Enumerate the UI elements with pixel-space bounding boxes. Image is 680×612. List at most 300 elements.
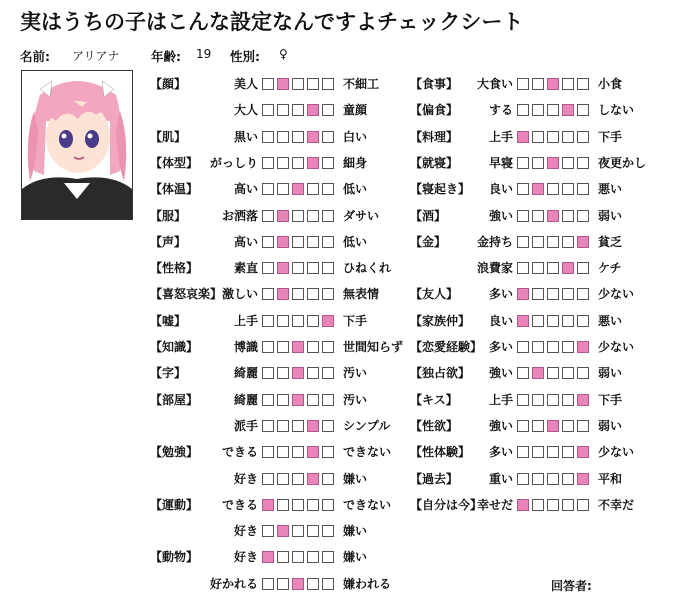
rating-box[interactable]: [322, 236, 334, 248]
right-trait-label: 弱い: [598, 366, 623, 381]
rating-box[interactable]: [262, 262, 274, 274]
rating-box[interactable]: [307, 551, 319, 563]
rating-box[interactable]: [322, 131, 334, 143]
rating-box[interactable]: [517, 473, 529, 485]
right-trait-label: ケチ: [598, 261, 622, 276]
rating-box[interactable]: [322, 499, 334, 511]
rating-box[interactable]: [547, 131, 559, 143]
rating-box[interactable]: [277, 446, 289, 458]
category-label: 【服】: [150, 208, 187, 223]
rating-box-selected[interactable]: [292, 394, 304, 406]
rating-box-selected[interactable]: [517, 499, 529, 511]
rating-box-selected[interactable]: [517, 288, 529, 300]
rating-box[interactable]: [562, 315, 574, 327]
right-trait-label: 細身: [343, 155, 368, 170]
left-trait-label: 金持ち: [476, 234, 513, 249]
category-label: 【就寝】: [410, 155, 459, 170]
rating-box-selected[interactable]: [322, 315, 334, 327]
category-label: 【性格】: [150, 261, 199, 276]
rating-box[interactable]: [322, 210, 334, 222]
rating-box[interactable]: [277, 394, 289, 406]
rating-box[interactable]: [277, 341, 289, 353]
right-trait-label: ダサい: [343, 208, 380, 223]
category-label: 【自分は今】: [410, 497, 483, 512]
rating-box[interactable]: [577, 131, 589, 143]
category-label: 【嘘】: [150, 313, 187, 328]
right-trait-label: しない: [598, 103, 635, 118]
rating-box[interactable]: [517, 446, 529, 458]
rating-box[interactable]: [577, 262, 589, 274]
right-trait-label: 低い: [343, 182, 368, 197]
rating-box[interactable]: [517, 341, 529, 353]
rating-box[interactable]: [292, 157, 304, 169]
rating-box[interactable]: [322, 288, 334, 300]
rating-box[interactable]: [307, 78, 319, 90]
anime-girl-portrait-icon: [22, 71, 132, 219]
right-trait-label: 弱い: [598, 208, 623, 223]
rating-box[interactable]: [322, 473, 334, 485]
rating-box[interactable]: [547, 315, 559, 327]
rating-box[interactable]: [322, 104, 334, 116]
rating-box[interactable]: [292, 104, 304, 116]
left-trait-label: 好き: [233, 524, 258, 539]
rating-box-selected[interactable]: [307, 420, 319, 432]
left-trait-label: 多い: [488, 287, 513, 302]
rating-box-selected[interactable]: [577, 236, 589, 248]
rating-box-selected[interactable]: [577, 341, 589, 353]
rating-box[interactable]: [307, 499, 319, 511]
rating-box[interactable]: [277, 499, 289, 511]
left-trait-label: 黒い: [233, 129, 258, 144]
rating-box[interactable]: [277, 183, 289, 195]
category-label: 【部屋】: [150, 392, 199, 407]
right-trait-label: シンプル: [343, 418, 391, 433]
rating-box[interactable]: [517, 210, 529, 222]
rating-box[interactable]: [547, 183, 559, 195]
rating-box[interactable]: [307, 262, 319, 274]
left-trait-label: 浪費家: [476, 261, 513, 276]
rating-box-selected[interactable]: [262, 499, 274, 511]
category-label: 【字】: [150, 366, 187, 381]
rating-box[interactable]: [322, 420, 334, 432]
rating-box-selected[interactable]: [517, 131, 529, 143]
rating-box[interactable]: [307, 315, 319, 327]
left-trait-label: がっしり: [209, 155, 258, 170]
rating-box-selected[interactable]: [307, 131, 319, 143]
left-trait-label: 激しい: [221, 287, 258, 302]
page-title: 実はうちの子はこんな設定なんですよチェックシート: [20, 10, 524, 34]
left-trait-label: できる: [221, 445, 258, 460]
category-label: 【家族仲】: [410, 313, 471, 328]
right-trait-label: 少ない: [598, 445, 635, 460]
rating-box[interactable]: [532, 78, 544, 90]
category-label: 【動物】: [150, 550, 199, 565]
left-trait-label: 強い: [488, 418, 513, 433]
rating-box-selected[interactable]: [277, 262, 289, 274]
respondent-label: 回答者:: [551, 579, 592, 593]
rating-box[interactable]: [307, 394, 319, 406]
rating-box[interactable]: [577, 78, 589, 90]
rating-box[interactable]: [262, 341, 274, 353]
rating-box[interactable]: [322, 525, 334, 537]
rating-box-selected[interactable]: [307, 473, 319, 485]
rating-box[interactable]: [517, 104, 529, 116]
rating-box[interactable]: [562, 131, 574, 143]
category-label: 【友人】: [410, 287, 459, 302]
right-trait-label: 汚い: [343, 392, 368, 407]
left-trait-label: 強い: [488, 366, 513, 381]
category-label: 【金】: [410, 234, 447, 249]
rating-box-selected[interactable]: [292, 367, 304, 379]
rating-box[interactable]: [532, 446, 544, 458]
rating-box[interactable]: [262, 183, 274, 195]
right-trait-label: 貧乏: [598, 234, 623, 249]
rating-box[interactable]: [322, 394, 334, 406]
rating-box[interactable]: [292, 131, 304, 143]
rating-box-selected[interactable]: [262, 551, 274, 563]
rating-box[interactable]: [562, 157, 574, 169]
rating-box[interactable]: [277, 104, 289, 116]
rating-box-selected[interactable]: [292, 341, 304, 353]
rating-box-selected[interactable]: [547, 210, 559, 222]
left-trait-label: する: [488, 103, 513, 118]
rating-box[interactable]: [562, 394, 574, 406]
rating-box[interactable]: [262, 394, 274, 406]
rating-box[interactable]: [277, 157, 289, 169]
right-trait-label: 汚い: [343, 366, 368, 381]
rating-box[interactable]: [562, 499, 574, 511]
category-label: 【過去】: [410, 471, 459, 486]
name-label: 名前:: [20, 49, 50, 64]
left-trait-label: 多い: [488, 340, 513, 354]
rating-box[interactable]: [577, 157, 589, 169]
rating-box[interactable]: [292, 288, 304, 300]
rating-box[interactable]: [532, 210, 544, 222]
rating-box[interactable]: [277, 473, 289, 485]
rating-box[interactable]: [292, 525, 304, 537]
right-trait-label: できない: [343, 497, 392, 512]
rating-box[interactable]: [517, 394, 529, 406]
rating-box[interactable]: [262, 446, 274, 458]
rating-box-selected[interactable]: [292, 578, 304, 590]
right-trait-label: 童顔: [343, 103, 368, 118]
right-trait-label: 少ない: [598, 287, 635, 302]
rating-box-selected[interactable]: [577, 446, 589, 458]
rating-box[interactable]: [547, 446, 559, 458]
left-trait-label: 美人: [233, 77, 258, 91]
rating-box-selected[interactable]: [577, 394, 589, 406]
rating-box[interactable]: [262, 104, 274, 116]
rating-box[interactable]: [517, 157, 529, 169]
rating-box[interactable]: [577, 420, 589, 432]
rating-box[interactable]: [547, 473, 559, 485]
rating-box[interactable]: [532, 473, 544, 485]
rating-box[interactable]: [322, 341, 334, 353]
rating-box[interactable]: [562, 446, 574, 458]
right-trait-label: 弱い: [598, 418, 623, 433]
rating-box[interactable]: [577, 499, 589, 511]
category-label: 【食事】: [410, 77, 459, 91]
rating-box[interactable]: [277, 420, 289, 432]
rating-box[interactable]: [277, 131, 289, 143]
rating-box[interactable]: [547, 394, 559, 406]
rating-box[interactable]: [262, 210, 274, 222]
rating-box[interactable]: [517, 367, 529, 379]
left-trait-label: 上手: [233, 313, 258, 328]
right-trait-label: 無表情: [343, 287, 380, 302]
rating-box[interactable]: [307, 236, 319, 248]
left-trait-label: 大食い: [476, 77, 513, 91]
left-trait-label: できる: [221, 497, 258, 512]
rating-box[interactable]: [307, 341, 319, 353]
category-label: 【料理】: [410, 129, 459, 144]
left-trait-label: 良い: [488, 313, 513, 328]
left-trait-label: 良い: [488, 182, 513, 197]
rating-box[interactable]: [547, 104, 559, 116]
left-trait-label: 上手: [488, 129, 513, 144]
rating-box-selected[interactable]: [532, 183, 544, 195]
rating-box[interactable]: [532, 341, 544, 353]
right-trait-label: 低い: [343, 234, 368, 249]
right-trait-label: 悪い: [598, 182, 623, 197]
rating-box-selected[interactable]: [547, 157, 559, 169]
right-trait-label: できない: [343, 445, 392, 460]
rating-box-selected[interactable]: [562, 262, 574, 274]
category-label: 【独占欲】: [410, 366, 471, 381]
rating-box[interactable]: [577, 210, 589, 222]
right-trait-label: 夜更かし: [598, 155, 647, 170]
rating-box[interactable]: [517, 183, 529, 195]
rating-box-selected[interactable]: [562, 104, 574, 116]
rating-box[interactable]: [292, 499, 304, 511]
rating-box[interactable]: [292, 446, 304, 458]
category-label: 【運動】: [150, 497, 199, 512]
rating-box-selected[interactable]: [277, 78, 289, 90]
right-trait-label: 下手: [598, 392, 623, 407]
age-label: 年齢:: [151, 49, 181, 64]
rating-box[interactable]: [547, 367, 559, 379]
rating-box-selected[interactable]: [517, 315, 529, 327]
rating-box[interactable]: [547, 288, 559, 300]
right-trait-label: 少ない: [598, 340, 635, 354]
category-label: 【体温】: [150, 182, 199, 197]
rating-box[interactable]: [577, 288, 589, 300]
left-trait-label: 好き: [233, 471, 258, 486]
rating-box[interactable]: [262, 236, 274, 248]
right-trait-label: 下手: [343, 313, 368, 328]
rating-box[interactable]: [562, 367, 574, 379]
rating-box[interactable]: [262, 473, 274, 485]
right-trait-label: 平和: [598, 471, 623, 486]
rating-box[interactable]: [532, 288, 544, 300]
rating-box[interactable]: [577, 367, 589, 379]
rating-box[interactable]: [307, 367, 319, 379]
left-trait-label: 派手: [233, 418, 258, 433]
category-label: 【性体験】: [410, 445, 471, 460]
rating-box[interactable]: [517, 420, 529, 432]
category-label: 【偏食】: [410, 103, 459, 118]
rating-box[interactable]: [532, 131, 544, 143]
right-trait-label: 嫌い: [343, 471, 368, 486]
right-trait-label: 下手: [598, 129, 623, 144]
rating-box[interactable]: [292, 551, 304, 563]
rating-box[interactable]: [517, 78, 529, 90]
rating-box[interactable]: [562, 473, 574, 485]
rating-box[interactable]: [292, 236, 304, 248]
right-trait-label: 世間知らず: [343, 340, 404, 354]
rating-box-selected[interactable]: [577, 473, 589, 485]
gender-value: ♀: [279, 47, 288, 61]
category-label: 【喜怒哀楽】: [150, 287, 223, 302]
left-trait-label: 早寝: [488, 155, 513, 170]
category-label: 【顔】: [150, 77, 187, 91]
rating-box-selected[interactable]: [277, 236, 289, 248]
rating-box[interactable]: [577, 104, 589, 116]
rating-box-selected[interactable]: [547, 78, 559, 90]
right-trait-label: 不幸だ: [598, 497, 635, 512]
right-trait-label: ひねくれ: [343, 261, 392, 276]
rating-box[interactable]: [322, 367, 334, 379]
rating-box[interactable]: [262, 420, 274, 432]
category-label: 【体型】: [150, 155, 199, 170]
left-trait-label: 高い: [233, 234, 258, 249]
rating-box[interactable]: [532, 499, 544, 511]
rating-box[interactable]: [532, 104, 544, 116]
left-trait-label: 大人: [233, 103, 258, 118]
rating-box[interactable]: [292, 262, 304, 274]
rating-box[interactable]: [322, 78, 334, 90]
rating-box[interactable]: [307, 525, 319, 537]
rating-box[interactable]: [532, 262, 544, 274]
gender-label: 性別:: [230, 49, 260, 64]
left-trait-label: 上手: [488, 392, 513, 407]
left-trait-label: 高い: [233, 182, 258, 197]
rating-box[interactable]: [322, 157, 334, 169]
rating-box[interactable]: [562, 210, 574, 222]
left-trait-label: 強い: [488, 208, 513, 223]
rating-box[interactable]: [562, 236, 574, 248]
category-label: 【勉強】: [150, 445, 199, 460]
left-trait-label: 博識: [233, 340, 258, 354]
rating-box[interactable]: [262, 288, 274, 300]
rating-box[interactable]: [262, 131, 274, 143]
rating-box[interactable]: [277, 551, 289, 563]
category-label: 【声】: [150, 234, 187, 249]
category-label: 【恋愛経験】: [410, 340, 483, 354]
character-portrait: [21, 70, 133, 220]
rating-box[interactable]: [532, 394, 544, 406]
rating-box[interactable]: [292, 210, 304, 222]
rating-box[interactable]: [517, 236, 529, 248]
rating-box[interactable]: [577, 183, 589, 195]
rating-box[interactable]: [307, 210, 319, 222]
rating-box[interactable]: [262, 578, 274, 590]
right-trait-label: 嫌われる: [343, 576, 392, 591]
category-label: 【寝起き】: [410, 182, 471, 197]
right-trait-label: 白い: [343, 129, 368, 144]
right-trait-label: 不細工: [343, 77, 380, 91]
age-value: 19: [196, 47, 212, 61]
rating-box[interactable]: [547, 236, 559, 248]
rating-box[interactable]: [547, 262, 559, 274]
left-trait-label: 幸せだ: [476, 497, 513, 512]
rating-box[interactable]: [322, 262, 334, 274]
rating-box[interactable]: [262, 157, 274, 169]
rating-box[interactable]: [277, 578, 289, 590]
rating-box-selected[interactable]: [547, 420, 559, 432]
rating-box[interactable]: [547, 341, 559, 353]
rating-box[interactable]: [292, 420, 304, 432]
category-label: 【性欲】: [410, 418, 459, 433]
rating-box[interactable]: [532, 420, 544, 432]
left-trait-label: お洒落: [221, 208, 258, 223]
category-label: 【キス】: [410, 392, 458, 407]
rating-box[interactable]: [577, 315, 589, 327]
rating-box[interactable]: [547, 499, 559, 511]
rating-box[interactable]: [532, 315, 544, 327]
rating-box-selected[interactable]: [307, 446, 319, 458]
rating-box-selected[interactable]: [277, 525, 289, 537]
left-trait-label: 多い: [488, 445, 513, 460]
rating-box-selected[interactable]: [307, 157, 319, 169]
rating-box[interactable]: [562, 78, 574, 90]
left-trait-label: 綺麗: [233, 366, 258, 381]
rating-box-selected[interactable]: [277, 288, 289, 300]
category-label: 【知識】: [150, 340, 199, 354]
rating-box[interactable]: [322, 183, 334, 195]
category-label: 【酒】: [410, 208, 447, 223]
rating-box[interactable]: [277, 315, 289, 327]
rating-box[interactable]: [322, 446, 334, 458]
rating-box[interactable]: [292, 473, 304, 485]
rating-box[interactable]: [292, 315, 304, 327]
left-trait-label: 素直: [233, 261, 258, 276]
rating-box[interactable]: [517, 262, 529, 274]
name-value: アリアナ: [72, 49, 120, 63]
rating-box[interactable]: [277, 367, 289, 379]
rating-box[interactable]: [562, 420, 574, 432]
rating-box[interactable]: [307, 183, 319, 195]
rating-box[interactable]: [532, 236, 544, 248]
rating-box[interactable]: [307, 288, 319, 300]
right-trait-label: 嫌い: [343, 550, 368, 565]
left-trait-label: 好き: [233, 550, 258, 565]
rating-box[interactable]: [532, 157, 544, 169]
rating-box[interactable]: [562, 288, 574, 300]
rating-box[interactable]: [322, 578, 334, 590]
right-trait-label: 悪い: [598, 313, 623, 328]
right-trait-label: 嫌い: [343, 524, 368, 539]
right-trait-label: 小食: [598, 77, 623, 91]
category-label: 【肌】: [150, 129, 187, 144]
rating-box[interactable]: [562, 341, 574, 353]
rating-box-selected[interactable]: [532, 367, 544, 379]
rating-box[interactable]: [562, 183, 574, 195]
rating-box[interactable]: [322, 551, 334, 563]
left-trait-label: 好かれる: [209, 576, 258, 591]
rating-box[interactable]: [292, 78, 304, 90]
rating-box[interactable]: [262, 367, 274, 379]
rating-box-selected[interactable]: [307, 104, 319, 116]
left-trait-label: 重い: [488, 471, 513, 486]
rating-box[interactable]: [262, 78, 274, 90]
rating-box[interactable]: [262, 525, 274, 537]
rating-box-selected[interactable]: [277, 210, 289, 222]
left-trait-label: 綺麗: [233, 392, 258, 407]
rating-box-selected[interactable]: [292, 183, 304, 195]
rating-box[interactable]: [307, 578, 319, 590]
rating-box[interactable]: [262, 315, 274, 327]
